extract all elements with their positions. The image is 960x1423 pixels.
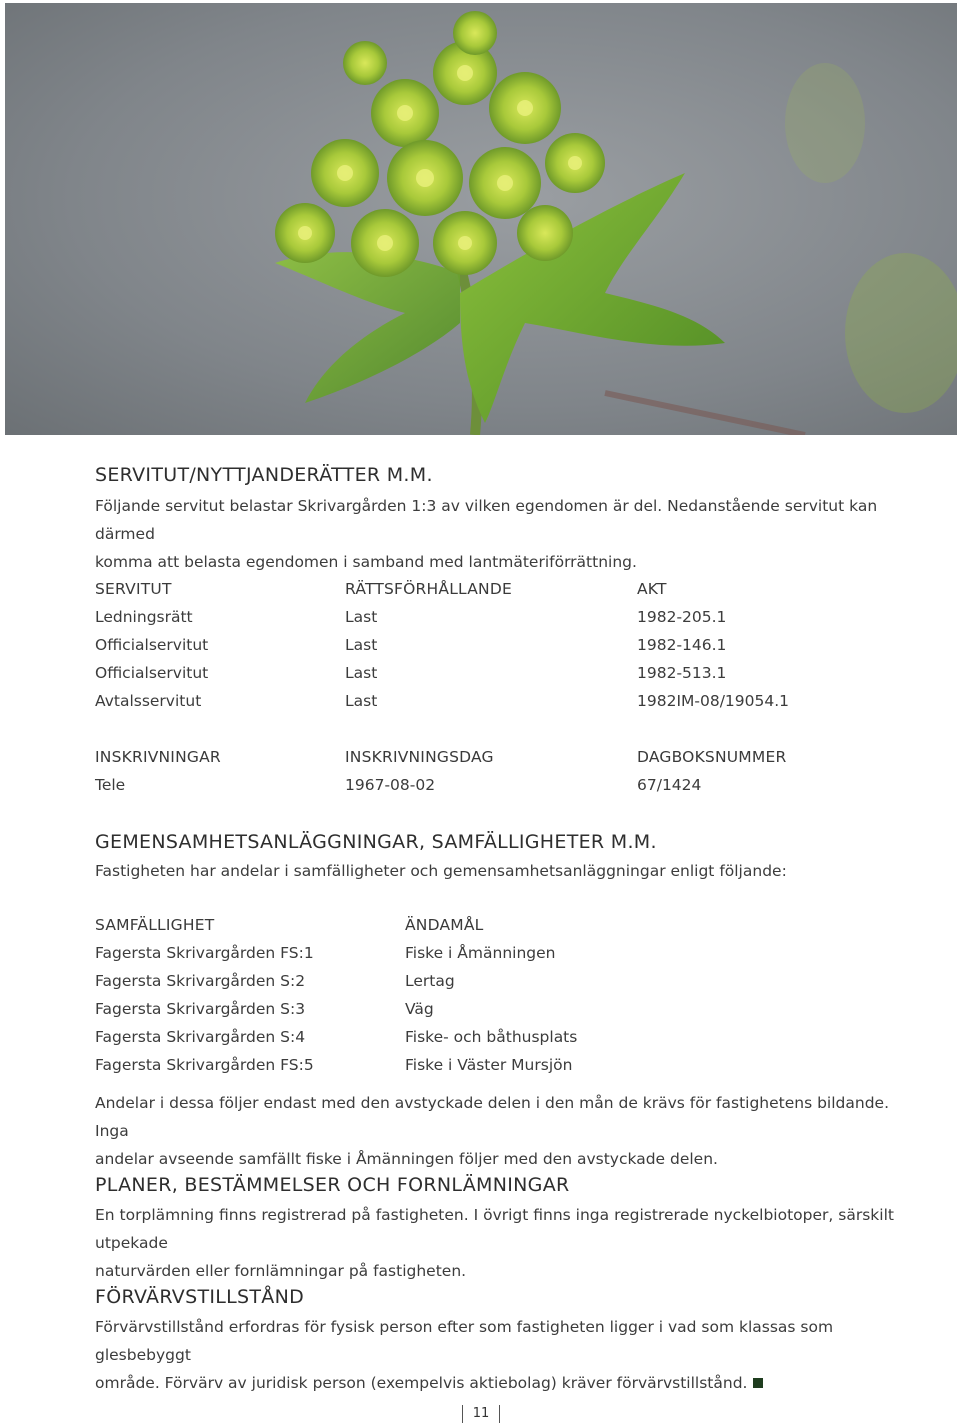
table-cell: Fagersta Skrivargården FS:1 xyxy=(95,944,314,962)
table-cell: Avtalsservitut xyxy=(95,692,202,710)
planer-text xyxy=(95,1201,895,1285)
forvarv-text xyxy=(95,1313,895,1397)
table-cell: Fiske i Väster Mursjön xyxy=(405,1056,573,1074)
table-cell: Fagersta Skrivargården FS:5 xyxy=(95,1056,314,1074)
column-header: INSKRIVNINGAR xyxy=(95,748,221,766)
gemensamhet-intro: Fastigheten har andelar i samfälligheter och gemensamhetsanläggningar enligt följande: xyxy=(95,862,787,880)
maple-flower-photo xyxy=(5,3,957,435)
table-cell: Fagersta Skrivargården S:2 xyxy=(95,972,306,990)
table-cell: Fiske i Åmänningen xyxy=(405,944,556,962)
table-cell: 67/1424 xyxy=(637,776,702,794)
end-of-article-square-icon xyxy=(753,1378,763,1388)
column-header: SAMFÄLLIGHET xyxy=(95,916,215,934)
table-cell: Last xyxy=(345,692,378,710)
table-cell: 1982-513.1 xyxy=(637,664,727,682)
servitut-heading: SERVITUT/NYTTJANDERÄTTER M.M. xyxy=(95,464,433,486)
gemensamhet-note-line-2: andelar avseende samfällt fiske i Åmänningen följer med den avstyckade delen. xyxy=(95,1150,718,1168)
table-cell: 1982-146.1 xyxy=(637,636,727,654)
table-cell: Officialservitut xyxy=(95,664,209,682)
gemensamhet-heading: GEMENSAMHETSANLÄGGNINGAR, SAMFÄLLIGHETER M.M. xyxy=(95,831,657,853)
page-number: 11 xyxy=(462,1405,500,1423)
servitut-intro-line-1: Följande servitut belastar Skrivargården 1:3 av vilken egendomen är del. Nedanstående servitut kan därmed xyxy=(95,497,878,543)
gemensamhet-note-line-1: Andelar i dessa följer endast med den avstyckade delen i den mån de krävs för fastighetens bildande. Inga xyxy=(95,1094,890,1140)
planer-line-1: En torplämning finns registrerad på fastigheten. I övrigt finns inga registrerade nyckelbiotoper, särskilt utpekade xyxy=(95,1206,894,1252)
table-cell: 1982-205.1 xyxy=(637,608,727,626)
servitut-intro xyxy=(95,492,895,576)
column-header: DAGBOKSNUMMER xyxy=(637,748,787,766)
column-header: INSKRIVNINGSDAG xyxy=(345,748,494,766)
forvarv-line-1: Förvärvstillstånd erfordras för fysisk person efter som fastigheten ligger i vad som klassas som glesbebyggt xyxy=(95,1318,834,1364)
table-cell: Tele xyxy=(95,776,126,794)
planer-line-2: naturvärden eller fornlämningar på fastigheten. xyxy=(95,1262,467,1280)
table-cell: Last xyxy=(345,636,378,654)
table-cell: Last xyxy=(345,664,378,682)
forvarv-heading: FÖRVÄRVSTILLSTÅND xyxy=(95,1286,305,1308)
flower-illustration xyxy=(5,3,957,435)
table-cell: Fagersta Skrivargården S:3 xyxy=(95,1000,306,1018)
table-cell: Last xyxy=(345,608,378,626)
column-header: RÄTTSFÖRHÅLLANDE xyxy=(345,580,512,598)
table-cell: 1967-08-02 xyxy=(345,776,436,794)
column-header: ÄNDAMÅL xyxy=(405,916,484,934)
planer-heading: PLANER, BESTÄMMELSER OCH FORNLÄMNINGAR xyxy=(95,1174,570,1196)
table-cell: 1982IM-08/19054.1 xyxy=(637,692,790,710)
table-cell: Fagersta Skrivargården S:4 xyxy=(95,1028,306,1046)
column-header: AKT xyxy=(637,580,667,598)
column-header: SERVITUT xyxy=(95,580,172,598)
gemensamhet-note xyxy=(95,1089,895,1173)
table-cell: Officialservitut xyxy=(95,636,209,654)
table-cell: Ledningsrätt xyxy=(95,608,193,626)
table-cell: Lertag xyxy=(405,972,455,990)
table-cell: Fiske- och båthusplats xyxy=(405,1028,578,1046)
servitut-intro-line-2: komma att belasta egendomen i samband med lantmäteriförrättning. xyxy=(95,553,637,571)
forvarv-line-2: område. Förvärv av juridisk person (exempelvis aktiebolag) kräver förvärvstillstånd. xyxy=(95,1374,748,1392)
table-cell: Väg xyxy=(405,1000,434,1018)
